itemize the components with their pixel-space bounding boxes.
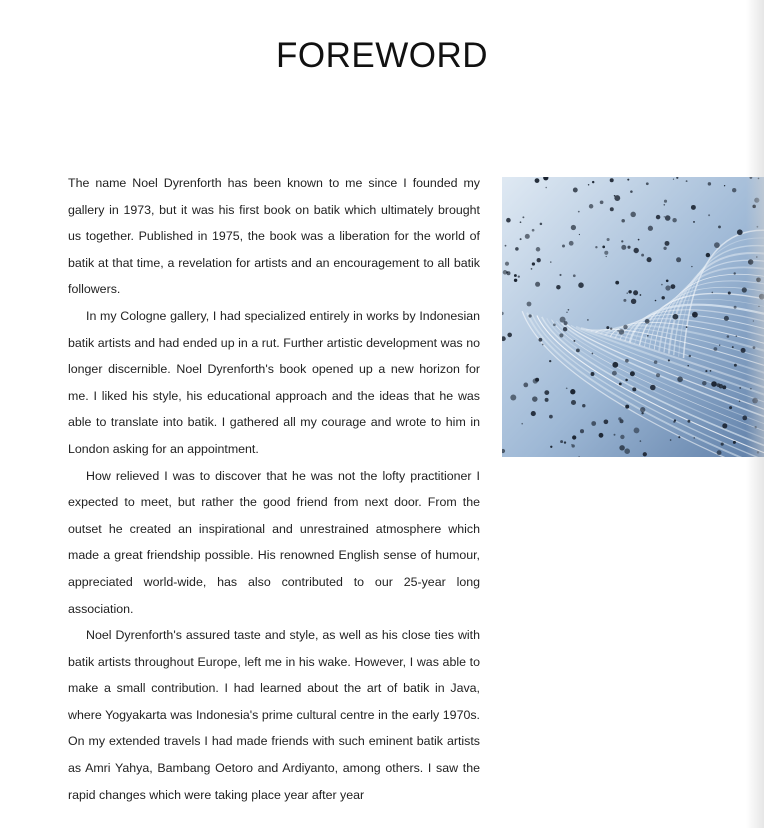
wax-dot — [647, 335, 649, 337]
wax-dot — [656, 215, 660, 219]
wax-dot — [560, 440, 563, 443]
paragraph-4: Noel Dyrenforth's assured taste and style, as well as his close ties with batik artists throughout Europe, left me in his wake. However, I was able to make a small contribution. I had learned about the art of batik in Java, where Yogyakarta was Indonesia's prime cultural centre in the early 1970s. On my extended travels I had made friends with such eminent batik artists as Amri Yahya, Bambang Oetoro and Ardiyanto, among others. I saw the rapid changes which were taking place year after year — [68, 628, 480, 802]
wax-dot — [641, 412, 643, 414]
wax-dot — [549, 360, 551, 362]
wax-dot — [604, 251, 608, 255]
wax-dot — [612, 362, 618, 368]
wax-dot — [673, 314, 679, 320]
wax-dot — [540, 223, 543, 226]
page-gutter-shadow — [746, 0, 764, 828]
wax-dot — [556, 285, 561, 290]
wax-dot — [732, 346, 734, 348]
wax-dot — [719, 345, 720, 346]
wax-dot — [515, 247, 519, 251]
wax-dot — [591, 421, 596, 426]
wax-dot — [621, 245, 626, 250]
wax-dot — [542, 344, 544, 346]
wax-dot — [559, 333, 563, 337]
wax-dot — [645, 319, 650, 324]
foreword-body — [68, 170, 480, 808]
wax-dot — [549, 415, 553, 419]
wax-dot — [578, 211, 580, 213]
wax-dot — [668, 359, 670, 361]
wax-dot — [687, 365, 688, 366]
wax-dot — [665, 285, 670, 290]
wax-dot — [520, 221, 522, 223]
wax-dot — [630, 190, 633, 193]
wax-dot — [665, 241, 670, 246]
wax-dot — [573, 188, 578, 193]
wax-dot — [719, 384, 724, 389]
wax-dot — [739, 387, 741, 389]
wax-dot — [618, 417, 621, 420]
wax-dot — [580, 429, 584, 433]
wax-dot — [506, 271, 508, 273]
wax-dot — [572, 444, 575, 447]
wax-dot — [521, 423, 523, 425]
wax-dot — [614, 434, 616, 436]
wax-dot — [602, 246, 605, 249]
wax-dot — [589, 204, 594, 209]
wax-dot — [532, 396, 538, 402]
wax-dot — [736, 335, 738, 337]
wax-dot — [614, 195, 616, 197]
wax-dot — [630, 212, 635, 217]
wax-dot — [702, 381, 707, 386]
wax-dot — [627, 292, 628, 293]
wax-dot — [612, 371, 617, 376]
wax-dot — [514, 274, 517, 277]
wax-dot — [505, 262, 509, 266]
wax-dot — [689, 355, 691, 357]
wax-dot — [532, 262, 535, 265]
wax-dot — [536, 247, 541, 252]
wax-dot — [638, 239, 640, 241]
wax-dot — [571, 400, 576, 405]
wax-dot — [686, 326, 688, 328]
wax-dot — [579, 234, 580, 235]
wax-dot — [578, 282, 584, 288]
wax-dot — [678, 436, 680, 438]
wax-dot — [648, 226, 653, 231]
wax-dot — [671, 284, 676, 289]
wax-dot — [525, 234, 530, 239]
wax-dot — [641, 254, 644, 257]
wax-dot — [672, 218, 676, 222]
wax-dot — [633, 290, 638, 295]
wax-dot — [646, 182, 649, 185]
wax-dot — [724, 316, 729, 321]
wax-dot — [573, 274, 576, 277]
wax-dot — [721, 443, 724, 446]
wax-dot — [661, 284, 663, 286]
wax-dot — [625, 379, 628, 382]
wax-dot — [728, 291, 731, 294]
wax-dot — [520, 238, 522, 240]
wax-dot — [600, 200, 604, 204]
wax-dot — [545, 398, 549, 402]
wax-dot — [615, 281, 619, 285]
wax-dot — [592, 181, 594, 183]
wax-dot — [553, 323, 556, 326]
wax-dot — [606, 256, 607, 257]
wax-dot — [734, 272, 736, 274]
wax-dot — [733, 441, 736, 444]
wax-dot — [610, 207, 614, 211]
wax-dot — [623, 325, 627, 329]
wax-dot — [576, 348, 580, 352]
wax-dot — [506, 218, 511, 223]
wax-dot — [566, 311, 568, 313]
wax-dot — [706, 253, 710, 257]
wax-dot — [535, 378, 539, 382]
wax-dot — [599, 433, 604, 438]
wax-dot — [640, 407, 645, 412]
wax-dot — [656, 373, 660, 377]
wax-dot — [673, 179, 674, 180]
wax-dot — [606, 326, 609, 329]
wax-dot — [550, 446, 552, 448]
wax-dot — [570, 389, 575, 394]
wax-dot — [573, 340, 575, 342]
wax-dot — [569, 241, 574, 246]
wax-dot — [625, 359, 629, 363]
wax-dot — [564, 441, 566, 443]
wax-dot — [571, 225, 576, 230]
wax-dot — [535, 178, 540, 183]
wax-dot — [677, 377, 683, 383]
wax-dot — [673, 421, 675, 423]
wax-dot — [705, 370, 707, 372]
wax-dot — [734, 364, 737, 367]
wax-dot — [647, 257, 652, 262]
wax-dot — [691, 205, 696, 210]
wax-dot — [643, 452, 647, 456]
wax-dot — [514, 279, 517, 282]
paragraph-3: How relieved I was to discover that he was not the lofty practitioner I expected to meet, but rather the good friend from next door. From the outset he created an inspirational and unrestrained atmosphere which made a great friendship possible. His renowned English sense of humour, appreciated world-wide, has also contributed to our 25-year long association. — [68, 468, 480, 616]
wax-dot — [531, 268, 533, 270]
wax-dot — [631, 299, 636, 304]
wax-dot — [568, 309, 570, 311]
wax-dot — [630, 371, 635, 376]
wax-dot — [563, 327, 567, 331]
wax-dot — [718, 225, 721, 228]
wax-dot — [691, 266, 692, 267]
wax-dot — [663, 204, 665, 206]
wax-dot — [714, 347, 718, 351]
wax-dot — [670, 439, 672, 441]
wax-dot — [507, 333, 512, 338]
wax-dot — [623, 299, 626, 302]
wax-dot — [640, 294, 642, 296]
wax-dot — [663, 247, 666, 250]
page-title: FOREWORD — [275, 36, 489, 75]
wax-dot — [634, 427, 640, 433]
wax-dot — [528, 314, 531, 317]
wax-dot — [532, 229, 535, 232]
wax-dot — [607, 238, 610, 241]
wax-dot — [588, 184, 590, 186]
wax-dot — [686, 180, 688, 182]
wax-dot — [610, 178, 614, 182]
paragraph-1: The name Noel Dyrenforth has been known to me since I founded my gallery in 1973, but it was his first book on batik which ultimately brought us together. Published in 1975, the book was a liberation for the world of batik at that time, a revelation for artists and an encouragement to all batik followers. — [68, 176, 480, 297]
wax-dot — [505, 245, 507, 247]
wax-dot — [664, 216, 665, 217]
wax-dot — [527, 302, 532, 307]
wax-dot — [655, 300, 657, 302]
wax-dot — [539, 338, 543, 342]
wax-dot — [687, 420, 690, 423]
wax-dot — [633, 248, 638, 253]
wax-dot — [624, 448, 630, 454]
wax-dot — [708, 214, 710, 216]
wax-dot — [654, 360, 658, 364]
wax-dot — [531, 411, 536, 416]
paragraph-2: In my Cologne gallery, I had specialized entirely in works by Indonesian batik artists and had ended up in a rut. Further artistic development was no longer discernible. Noel Dyrenforth's book opened up a new horizon for me. I liked his style, his educational approach and the ideas that he was able to translate into batik. I gathered all my courage and wrote to him in London asking for an appointment. — [68, 308, 480, 456]
wax-dot — [566, 387, 568, 389]
wax-dot — [522, 216, 524, 218]
wax-dot — [722, 423, 727, 428]
wax-dot — [621, 219, 625, 223]
wax-dot — [694, 437, 695, 438]
wax-dot — [591, 372, 595, 376]
wax-dot — [650, 385, 656, 391]
wax-dot — [717, 450, 722, 455]
wax-dot — [739, 400, 741, 402]
wax-dot — [537, 258, 541, 262]
wax-dot — [544, 390, 549, 395]
wax-dot — [627, 246, 630, 249]
wax-dot — [732, 188, 736, 192]
wax-dot — [734, 306, 737, 309]
wax-dot — [711, 292, 713, 294]
wax-dot — [604, 419, 609, 424]
wax-dot — [562, 245, 565, 248]
batik-artwork-graphic — [502, 177, 764, 457]
wax-dot — [661, 296, 664, 299]
wax-dot — [587, 319, 589, 321]
wax-dot — [711, 381, 717, 387]
wax-dot — [727, 335, 730, 338]
wax-dot — [619, 445, 624, 450]
wax-dot — [510, 395, 516, 401]
wax-dot — [676, 257, 681, 262]
wax-dot — [559, 274, 561, 276]
wax-dot — [714, 242, 720, 248]
wax-dot — [610, 328, 612, 330]
wax-dot — [692, 312, 698, 318]
wax-dot — [619, 329, 625, 335]
wax-dot — [572, 435, 576, 439]
wax-dot — [729, 406, 732, 409]
wax-dot — [664, 200, 667, 203]
wax-dot — [592, 353, 594, 355]
wax-dot — [708, 182, 711, 185]
batik-artwork-image — [502, 177, 764, 457]
wax-dot — [666, 279, 669, 282]
wax-dot — [625, 405, 629, 409]
wax-dot — [518, 275, 520, 277]
wax-dot — [582, 404, 585, 407]
wax-dot — [693, 221, 695, 223]
wax-dot — [595, 246, 597, 248]
wax-dot — [621, 240, 623, 242]
wax-dot — [628, 290, 631, 293]
wax-dot — [523, 383, 528, 388]
wax-dot — [550, 261, 551, 262]
wax-dot — [620, 435, 624, 439]
wax-dot — [627, 179, 629, 181]
wax-dot — [737, 229, 743, 235]
wax-dot — [741, 348, 746, 353]
wax-dot — [632, 387, 636, 391]
wax-dot — [619, 382, 622, 385]
wax-dot — [545, 187, 547, 189]
wax-dot — [724, 185, 725, 186]
wax-dot — [617, 330, 618, 331]
wax-dot — [560, 317, 566, 323]
wax-dot — [535, 282, 540, 287]
wax-dot — [665, 215, 671, 221]
wax-dot — [640, 440, 642, 442]
wax-dot — [710, 370, 712, 372]
